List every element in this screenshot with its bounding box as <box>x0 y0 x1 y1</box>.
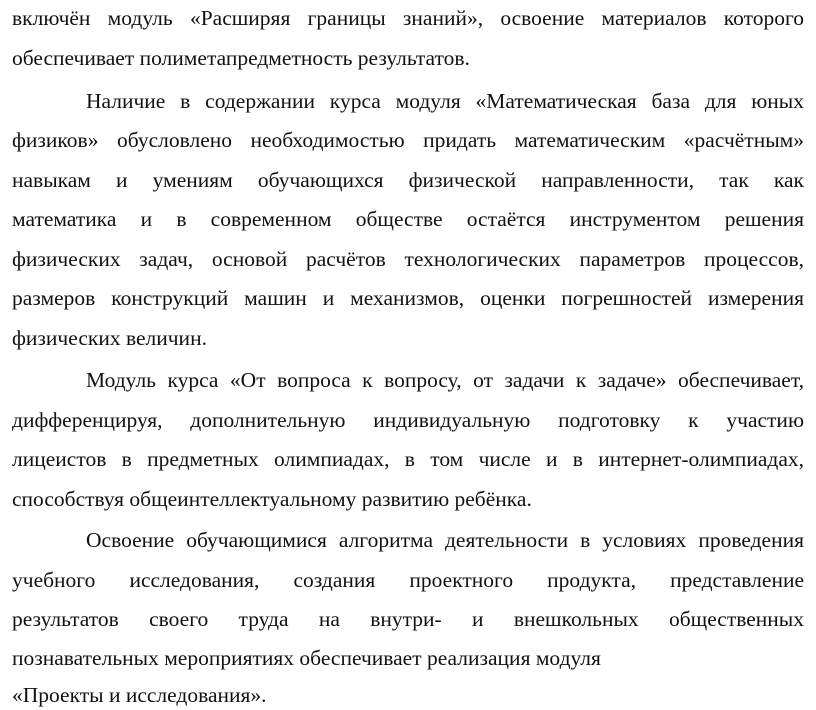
text-line: математика и в современном обществе остаётся инструментом решения <box>12 207 804 231</box>
paragraph-first-line: Наличие в содержании курса модуля «Математическая база для юных <box>86 89 804 113</box>
text-line: результатов своего труда на внутри- и внешкольных общественных <box>12 607 804 631</box>
text-line: физических величин. <box>12 326 207 350</box>
text-line: познавательных мероприятиях обеспечивает реализация модуля <box>12 646 601 670</box>
paragraph-first-line: Модуль курса «От вопроса к вопросу, от задачи к задаче» обеспечивает, <box>86 368 804 392</box>
text-line: учебного исследования, создания проектного продукта, представление <box>12 568 804 592</box>
text-line: включён модуль «Расширяя границы знаний», освоение материалов которого <box>12 6 804 30</box>
text-line: способствуя общеинтеллектуальному развитию ребёнка. <box>12 487 532 511</box>
paragraph-first-line: Освоение обучающимися алгоритма деятельности в условиях проведения <box>86 528 804 552</box>
text-line: лицеистов в предметных олимпиадах, в том числе и в интернет-олимпиадах, <box>12 447 804 471</box>
text-line: «Проекты и исследования». <box>12 683 267 707</box>
text-line: физических задач, основой расчётов технологических параметров процессов, <box>12 247 804 271</box>
text-line: обеспечивает полиметапредметность результатов. <box>12 46 470 70</box>
text-line: размеров конструкций машин и механизмов, оценки погрешностей измерения <box>12 286 804 310</box>
text-line: дифференцируя, дополнительную индивидуальную подготовку к участию <box>12 408 804 432</box>
text-line: физиков» обусловлено необходимостью придать математическим «расчётным» <box>12 128 804 152</box>
text-line: навыкам и умениям обучающихся физической направленности, так как <box>12 168 804 192</box>
